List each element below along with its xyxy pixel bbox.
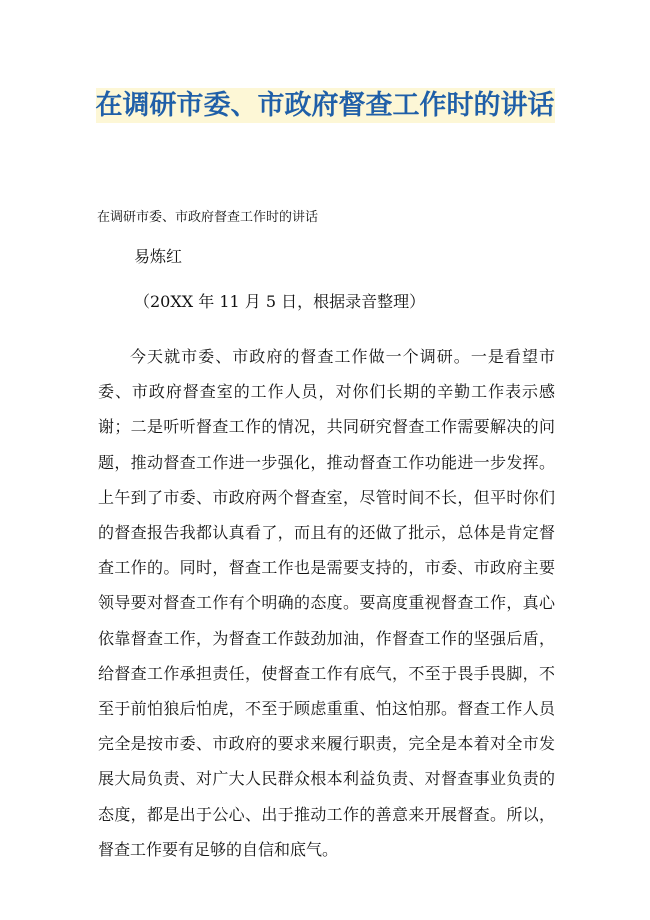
author-name: 易炼红	[134, 247, 183, 266]
document-title-text: 在调研市委、市政府督查工作时的讲话	[95, 90, 555, 121]
speech-dateline: （20XX 年 11 月 5 日，根据录音整理）	[134, 292, 426, 311]
body-paragraph: 今天就市委、市政府的督查工作做一个调研。一是看望市委、市政府督查室的工作人员，对你们长期的辛勤工作表示感谢；二是听听督查工作的情况，共同研究督查工作需要解决的问题，推动督查工作进一步强化，推动督查工作功能进一步发挥。上午到了市委、市政府两个督查室，尽管时间不长，但平时你们的督查报告我都认真看了，而且有的还做了批示，总体是肯定督查工作的。同时，督查工作也是需要支持的，市委、市政府主要领导要对督查工作有个明确的态度。要高度重视督查工作，真心依靠督查工作，为督查工作鼓劲加油，作督查工作的坚强后盾，给督查工作承担责任，使督查工作有底气，不至于畏手畏脚，不至于前怕狼后怕虎，不至于顾虑重重、怕这怕那。督查工作人员完全是按市委、市政府的要求来履行职责，完全是本着对全市发展大局负责、对广大人民群众根本利益负责、对督查事业负责的态度，都是出于公心、出于推动工作的善意来开展督查。所以，督查工作要有足够的自信和底气。	[98, 347, 555, 859]
document-subtitle: 在调研市委、市政府督查工作时的讲话	[97, 210, 319, 225]
document-title	[88, 80, 562, 132]
